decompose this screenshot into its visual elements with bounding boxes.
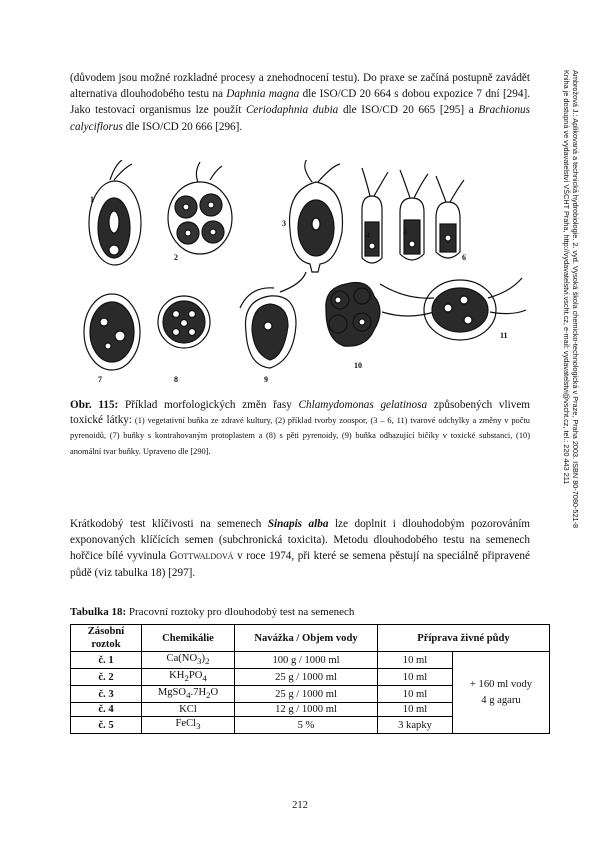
page-number: 212 bbox=[292, 800, 308, 811]
table-cell: 10 ml bbox=[378, 669, 453, 686]
cell-4 bbox=[362, 168, 388, 263]
cell-6 bbox=[436, 176, 464, 258]
figure-label: 3 bbox=[282, 219, 286, 228]
cell-3 bbox=[290, 160, 343, 272]
figure-label: 11 bbox=[500, 331, 508, 340]
table-cell: č. 1 bbox=[98, 654, 114, 666]
column-header: Navážka / Objem vody bbox=[235, 625, 378, 652]
table-header-row bbox=[71, 625, 550, 652]
paragraph-2: Krátkodobý test klíčivosti na semenech Sinapis alba lze doplnit i dlouhodobým pozorováním exponovaných klíčících semen (subchronická toxicita). Metodu dlouhodobého testu na semenech hořčice bílé vyvinula Gottwaldová v roce 1974, při které se semena pěstují na speciálně připravené půdě (viz tabulka 18) [297]. bbox=[70, 518, 531, 579]
table-cell: 100 g / 1000 ml bbox=[235, 652, 378, 669]
figure-label: 8 bbox=[174, 375, 178, 384]
table-cell: FeCl$_3$ bbox=[142, 717, 235, 734]
figure-label: 1 bbox=[90, 195, 94, 204]
figure-caption: Obr. 115: Příklad morfologických změn řasy Chlamydomonas gelatinosa způsobených vlivem toxické látky: (1) vegetativní buňka ze zdravé kultury, (2) příklad tvorby zoospor, (3 – 6, 11) tvarové odchylky a změny v počtu pyrenoidů, (7) buňky s kontrahovaným protoplastem a (8) s pěti pyrenoidy, (9) buňka odhazující bičíky v toxické substanci, (10) anomální tvar buňky. Upraveno dle [290]. bbox=[70, 399, 530, 456]
table-cell: $KH_2PO_4$ bbox=[142, 669, 235, 686]
figure-label: 7 bbox=[98, 375, 102, 384]
figure-115 bbox=[70, 160, 530, 390]
table-cell: 10 ml bbox=[378, 652, 453, 669]
side-note-line: Ambrožová J.: Aplikovaná a technická hydrobiologie. 2. vyd. Vysoká škola chemicko-technologická v Praze, Praha 2003. ISBN 80-7080-521-8 bbox=[571, 70, 580, 529]
table-cell: 10 ml bbox=[378, 703, 453, 717]
table-cell: 10 ml bbox=[378, 686, 453, 703]
table-cell: 3 kapky bbox=[378, 717, 453, 734]
table-row bbox=[71, 652, 550, 669]
solutions-table bbox=[70, 624, 550, 734]
merged-cell: + 160 ml vody 4 g agaru bbox=[453, 652, 550, 734]
column-header: Chemikálie bbox=[142, 625, 235, 652]
side-note-line: Kniha je dostupná ve vydavatelství VŠCHT Praha, http://vydavatelstvi.vscht.cz, e-mail: vydavatelstvi@vscht.cz, tel.: 220 443 211 bbox=[562, 70, 571, 485]
cell-1 bbox=[89, 160, 141, 265]
cell-7 bbox=[84, 294, 140, 370]
table-cell: 25 g / 1000 ml bbox=[235, 669, 378, 686]
table-cell: č. 4 bbox=[98, 704, 114, 716]
figure-label: 10 bbox=[354, 361, 362, 370]
side-note bbox=[562, 70, 600, 680]
figure-label: 5 bbox=[403, 227, 407, 236]
column-header: Příprava živné půdy bbox=[378, 625, 550, 652]
paragraph-1: (důvodem jsou možné rozkladné procesy a znehodnocení testu). Do praxe se začíná postupně zavádět alternativa dlouhodobého testu na Daphnia magna dle ISO/CD 20 664 s dobou expozice 7 dní [294]. Jako testovací organismus lze použít Ceriodaphnia dubia dle ISO/CD 20 665 [295] a Brachionus calyciflorus dle ISO/CD 20 666 [296]. bbox=[70, 72, 531, 133]
cell-10 bbox=[326, 283, 380, 347]
table-cell: č. 5 bbox=[98, 719, 114, 731]
table-cell: $MgSO_4.7H_2O$ bbox=[142, 686, 235, 703]
table-cell: č. 3 bbox=[98, 688, 114, 700]
table-cell: 25 g / 1000 ml bbox=[235, 686, 378, 703]
cell-2 bbox=[168, 162, 232, 254]
table-cell: $Ca(NO_3)_2$ bbox=[142, 652, 235, 669]
table-cell: KCl bbox=[142, 703, 235, 717]
table-caption: Tabulka 18: Pracovní roztoky pro dlouhodobý test na semenech bbox=[70, 606, 355, 618]
figure-label: 4 bbox=[366, 231, 370, 240]
table-cell: č. 2 bbox=[98, 671, 114, 683]
cell-5 bbox=[400, 170, 428, 260]
figure-label: 9 bbox=[264, 375, 268, 384]
cell-8 bbox=[158, 296, 210, 348]
algae-morphology-drawing bbox=[70, 160, 530, 390]
cell-9 bbox=[240, 272, 306, 368]
figure-label: 6 bbox=[462, 253, 466, 262]
table-cell: 12 g / 1000 ml bbox=[235, 703, 378, 717]
table-cell: 5 % bbox=[235, 717, 378, 734]
column-header: Zásobní roztok bbox=[71, 625, 142, 652]
figure-label: 2 bbox=[174, 253, 178, 262]
